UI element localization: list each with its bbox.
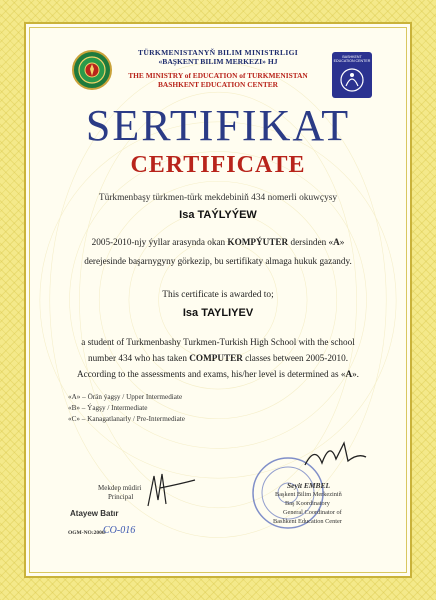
en-intro: This certificate is awarded to; — [162, 290, 274, 300]
certificate-code-handwritten: CO-016 — [103, 525, 136, 536]
en-school-line: a student of Turkmenbashy Turkmen-Turkish High School with the school — [81, 337, 355, 347]
en-course-line: number 434 who has taken COMPUTER classes between 2005-2010. — [87, 353, 348, 363]
header-ministry-tm: TÜRKMENISTANYŇ BILIM MINISTRLIGI — [137, 48, 299, 57]
recipient-name-tm: Isa TAÝLYÝEW — [179, 209, 257, 221]
principal-role-en: Principal — [108, 493, 134, 501]
coordinator-name: Seyit EMBEL — [287, 481, 331, 490]
grade-legend-c: «C» – Kanagatlanarly / Pre-Intermediate — [68, 415, 185, 423]
coordinator-line1: Başkent Bilim Merkeziniň — [275, 491, 342, 498]
certificate-title: SERTIFIKAT — [85, 101, 351, 150]
grade-legend-b: «B» – Ýagşy / Intermediate — [68, 404, 148, 412]
coordinator-line3: General Coordinator of — [283, 509, 342, 516]
coordinator-line2: Baş Koordinatory — [285, 500, 330, 507]
logo-text: BASHKENT EDUCATION CENTER — [333, 55, 371, 63]
header-center-tm: «BAŞKENT BILIM MERKEZI» HJ — [158, 57, 278, 66]
certificate-subtitle: CERTIFICATE — [130, 152, 306, 178]
certificate-code-label: OGM-NO:2006/ — [68, 530, 107, 536]
en-level-line: According to the assessments and exams, his/her level is determined as «A». — [77, 369, 359, 379]
tm-level-line: derejesinde başarnygyny görkezip, bu sertifikaty almaga hukuk gazandy. — [84, 256, 352, 266]
principal-name: Atayew Batır — [70, 509, 119, 518]
header-center-en: BASHKENT EDUCATION CENTER — [157, 80, 279, 89]
tm-course-line: 2005-2010-njy ýyllar arasynda okan KOMPÝUTER dersinden «A» — [91, 237, 345, 247]
coordinator-signature — [300, 435, 370, 475]
coordinator-line4: Bashkent Education Center — [273, 518, 342, 525]
principal-signature — [140, 470, 200, 510]
recipient-name-en: Isa TAYLIYEV — [182, 307, 254, 319]
header-ministry-en: THE MINISTRY of EDUCATION of TURKMENISTAN — [128, 71, 308, 80]
principal-role-tm: Mekdep müdiri — [98, 484, 142, 492]
grade-legend-a: «A» – Örän ýagşy / Upper Intermediate — [68, 393, 183, 401]
tm-intro: Türkmenbaşy türkmen-türk mekdebiniň 434 nomerli okuwçysy — [98, 193, 338, 203]
